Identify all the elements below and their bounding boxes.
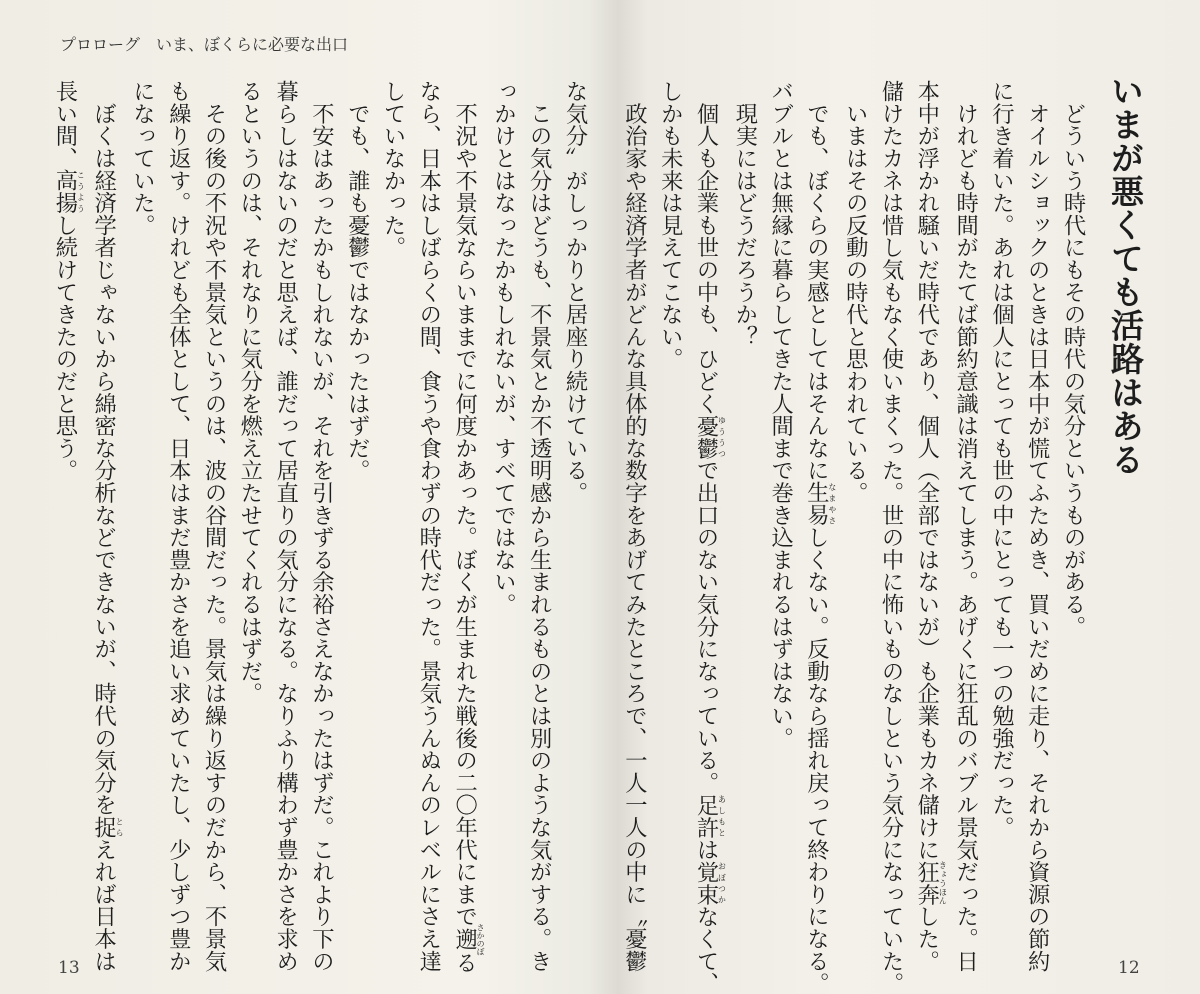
text-line: 長い間、高揚こうようし続けてきたのだと思う。 (51, 80, 86, 482)
text-line: になっていた。 (129, 80, 156, 237)
text-line: でも、ぼくらの実感としてはそんなに生易なまやさしくない。反動なら揺れ戻って終わりになる。 (803, 80, 837, 994)
text-line: バブルとは無縁に暮らしてきた人間まで巻き込まれるはずはない。 (767, 80, 794, 749)
text-line: 不安はあったかもしれないが、それを引きずる余裕さえなかったはずだ。これより下の (308, 80, 335, 972)
text-line: るというのは、それなりに気分を燃え立たせてくれるはずだ。 (236, 80, 263, 705)
text-line: 暮らしはないのだと思えば、誰だって居直りの気分になる。なりふり構わず豊かさを求め (272, 80, 299, 972)
ruby-word: 高揚こうよう (51, 169, 86, 214)
ruby-reading: きょうほん (938, 860, 948, 906)
ruby-word: 捉とら (90, 815, 125, 839)
text-line: っかけとはなったかもしれないが、すべてではない。 (490, 80, 517, 616)
ruby-reading: なまやさ (827, 481, 837, 526)
ruby-reading: とら (115, 815, 125, 839)
text-line: なら、日本はしばらくの間、食うや食わずの時代だった。景気うんぬんのレベルにさえ達 (415, 80, 442, 972)
text-line: ぼくは経済学者じゃないから綿密な分析などできないが、時代の気分を捉とらえれば日本は (90, 80, 125, 973)
text-line: この気分はどうも、不景気とか不透明感から生まれるものとは別のような気がする。き (526, 80, 553, 972)
section-heading: いまが悪くても活路はある (1106, 74, 1145, 476)
text-line: 現実にはどうだろうか？ (731, 80, 758, 348)
text-line: いまはその反動の時代と思われている。 (842, 80, 869, 504)
left-page-body (51, 80, 592, 974)
ruby-reading: おぼつか (717, 860, 727, 906)
ruby-reading: あしもと (717, 793, 727, 839)
ruby-reading: ゆううつ (717, 414, 727, 460)
ruby-reading: さかのぼ (476, 923, 486, 956)
text-line: オイルショックのときは日本中が慌てふためき、買いだめに走り、それから資源の節約 (1024, 80, 1051, 972)
text-line: けれども時間がたてば節約意識は消えてしまう。あげくに狂乱のバブル景気だった。日 (952, 80, 979, 972)
text-line: も繰り返す。けれども全体として、日本はまだ豊かさを追い求めていたし、少しずつ豊か (165, 80, 192, 972)
ruby-word: 生易なまやさ (803, 481, 837, 527)
page-number-left: 13 (58, 958, 80, 978)
ruby-word: 狂奔きょうほん (913, 860, 948, 906)
text-line: その後の不況や不景気というのは、波の谷間だった。景気は繰り返すのだから、不景気 (201, 80, 228, 972)
text-line: 政治家や経済学者がどんな具体的な数字をあげてみたところで、一人一人の中に〝憂鬱 (621, 80, 648, 972)
running-head: プロローグ いま、ぼくらに必要な出口 (60, 35, 349, 54)
right-page-body (620, 80, 1090, 994)
ruby-word: 遡さかのぼ (451, 923, 486, 956)
text-line: 儲けたカネは惜し気もなく使いまくった。世の中に怖いものなしという気分になっていた。 (878, 80, 905, 994)
text-line: 本中が浮かれ騒いだ時代であり、個人（全部ではないが）も企業もカネ儲けに狂奔きょうほんした。 (913, 80, 948, 973)
text-line: 不況や不景気ならいままでに何度かあった。ぼくが生まれた戦後の二〇年代にまで遡さかのぼる (451, 80, 486, 974)
text-line: 個人も企業も世の中も、ひどく憂鬱ゆううつで出口のない気分になっている。足許あしもとは覚束おぼつかなくて、 (693, 80, 727, 994)
text-line: どういう時代にもその時代の気分というものがある。 (1060, 80, 1086, 638)
text-line: しかも未来は見えてこない。 (657, 80, 684, 370)
ruby-word: 足許あしもと (693, 793, 727, 839)
text-line: していなかった。 (380, 80, 407, 259)
page-number-right: 12 (1118, 958, 1140, 978)
ruby-reading: こうよう (76, 169, 86, 214)
text-line: な気分〟がしっかりと居座り続けている。 (562, 80, 588, 504)
ruby-word: 覚束おぼつか (693, 860, 727, 906)
ruby-word: 憂鬱ゆううつ (693, 414, 727, 460)
text-line: でも、誰も憂鬱ではなかったはずだ。 (344, 80, 371, 482)
text-line: に行き着いた。あれは個人にとっても世の中にとっても一つの勉強だった。 (988, 80, 1015, 839)
